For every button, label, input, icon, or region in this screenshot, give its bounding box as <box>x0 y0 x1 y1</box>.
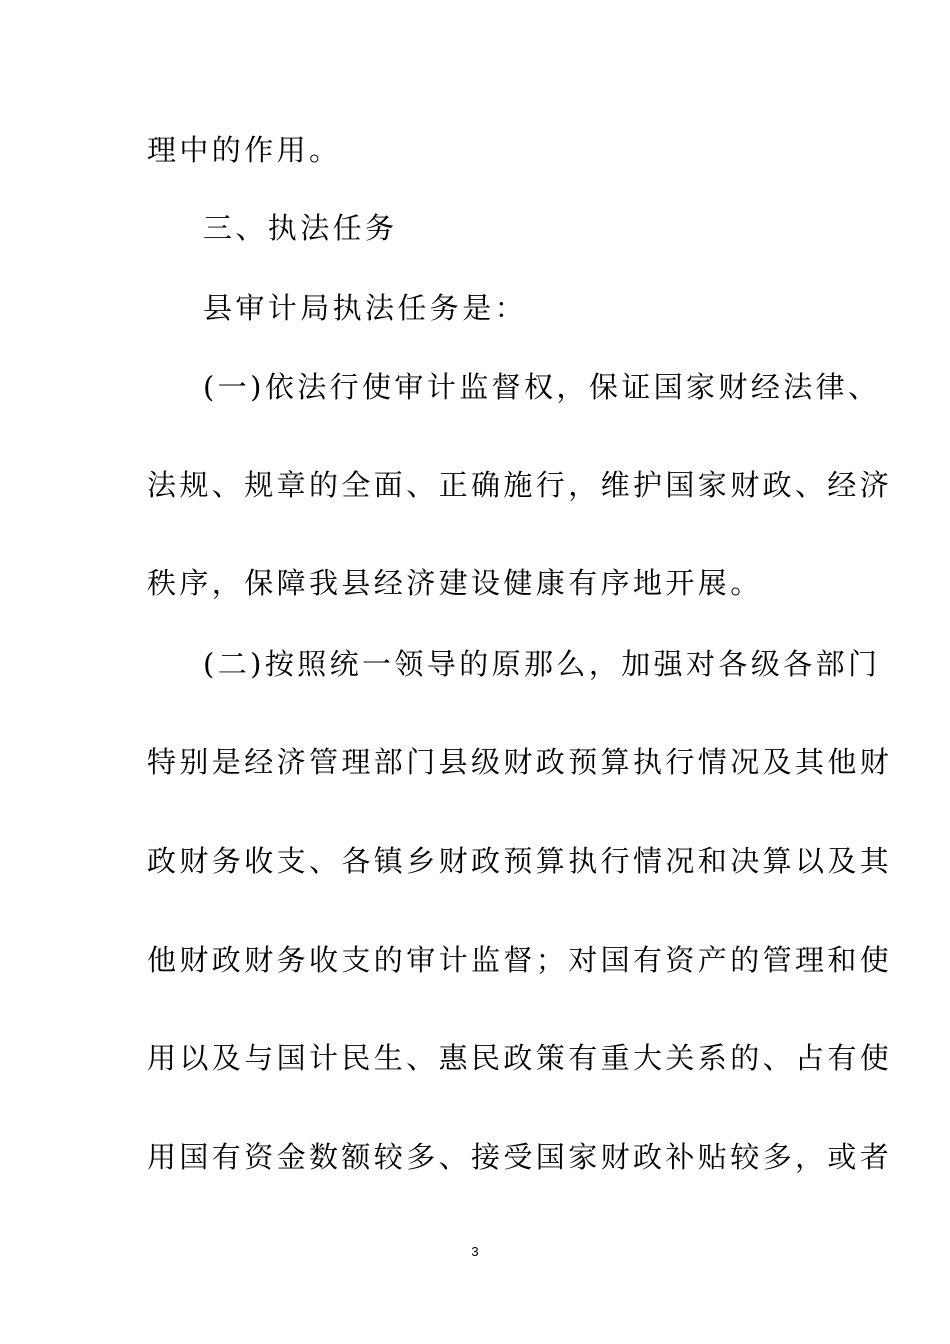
paragraph-line: 县审计局执法任务是： <box>203 291 528 325</box>
paragraph-line: 理中的作用。 <box>147 133 342 167</box>
paragraph-line: 政财务收支、各镇乡财政预算执行情况和决算以及其 <box>147 844 893 878</box>
page-number: 3 <box>471 1244 479 1259</box>
paragraph-line: 他财政财务收支的审计监督；对国有资产的管理和使 <box>147 943 893 977</box>
paragraph-line: 秩序，保障我县经济建设健康有序地开展。 <box>147 566 763 600</box>
paragraph-line: (二)按照统一领导的原那么，加强对各级各部门 <box>203 647 881 681</box>
paragraph-line: 用国有资金数额较多、接受国家财政补贴较多，或者 <box>147 1140 893 1174</box>
paragraph-line: 法规、规章的全面、正确施行，维护国家财政、经济 <box>147 468 893 502</box>
paragraph-line: 特别是经济管理部门县级财政预算执行情况及其他财 <box>147 745 893 779</box>
paragraph-line: 用以及与国计民生、惠民政策有重大关系的、占有使 <box>147 1041 893 1075</box>
paragraph-line: (一)依法行使审计监督权，保证国家财经法律、 <box>203 370 881 404</box>
section-heading: 三、执法任务 <box>203 211 398 245</box>
